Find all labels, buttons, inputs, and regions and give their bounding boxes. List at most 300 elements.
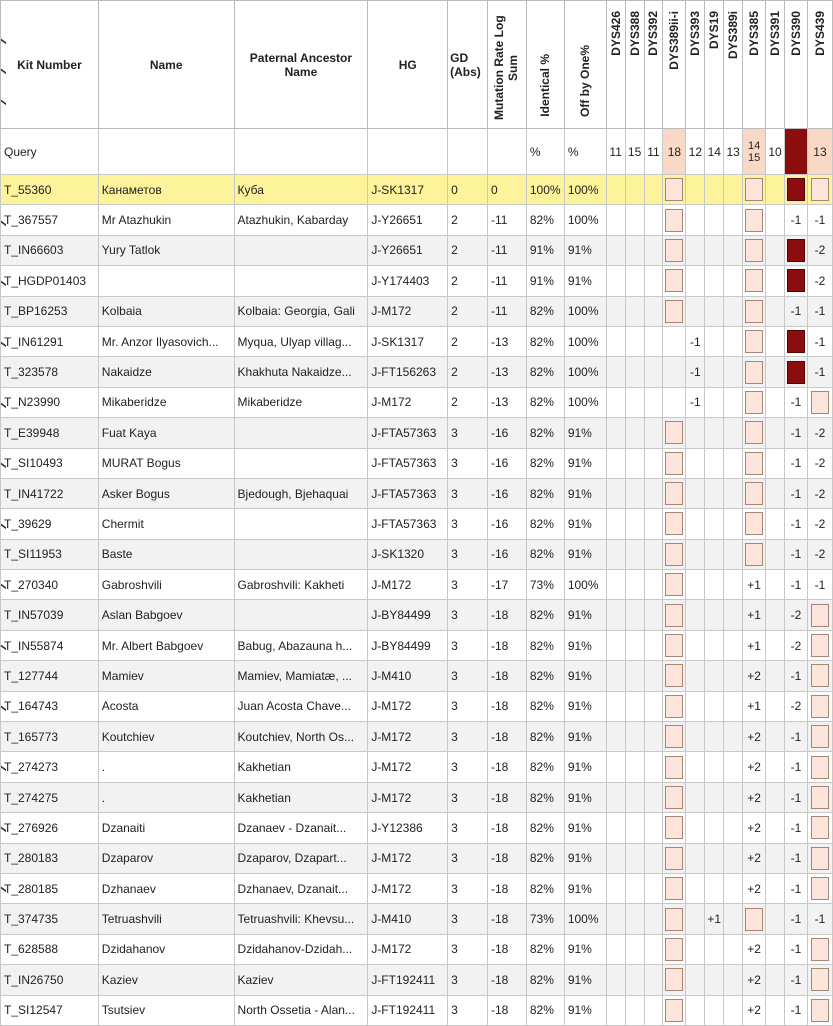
diff-value: -1	[790, 972, 802, 987]
header-kit-number[interactable]: Kit Number	[1, 1, 99, 129]
cell-dys390	[784, 782, 807, 812]
cell-dys390	[784, 478, 807, 508]
cell-dys389ii-i	[663, 448, 686, 478]
table-row[interactable]	[1, 296, 833, 326]
header-dys439[interactable]: DYS439	[807, 1, 832, 129]
cell-kit-number[interactable]: T_280183	[1, 843, 99, 873]
cell-paternal-ancestor	[234, 509, 368, 539]
query-dys392: 11	[644, 129, 663, 175]
table-row[interactable]	[1, 387, 833, 417]
cell-dys389ii-i	[663, 175, 686, 205]
cell-paternal-ancestor: Mikaberidze	[234, 387, 368, 417]
cell-kit-number[interactable]: T_374735	[1, 904, 99, 934]
diff-marker	[811, 968, 829, 991]
cell-dys439	[807, 873, 832, 903]
cell-off-by-one: 91%	[564, 661, 606, 691]
diff-marker	[745, 361, 763, 384]
cell-dys390	[784, 205, 807, 235]
cell-dys392	[644, 570, 663, 600]
cell-dys389ii-i	[663, 570, 686, 600]
diff-value: -1	[814, 213, 826, 228]
cell-kit-number[interactable]: T_164743	[1, 691, 99, 721]
mismatch-marker	[787, 361, 805, 384]
cell-gd: 3	[448, 600, 488, 630]
cell-dys393	[686, 266, 705, 296]
cell-kit-number[interactable]: T_BP16253	[1, 296, 99, 326]
cell-gd: 2	[448, 387, 488, 417]
cell-kit-number[interactable]: T_55360	[1, 175, 99, 205]
cell-gd: 3	[448, 782, 488, 812]
table-row[interactable]	[1, 904, 833, 934]
header-identical[interactable]: Identical %	[526, 1, 564, 129]
cell-hg: J-M172	[368, 691, 448, 721]
cell-dys388	[625, 630, 644, 660]
table-row[interactable]	[1, 448, 833, 478]
diff-value: -2	[790, 699, 802, 714]
cell-paternal-ancestor: Kakhetian	[234, 782, 368, 812]
query-dys426: 11	[606, 129, 625, 175]
cell-dys426	[606, 448, 625, 478]
cell-off-by-one: 91%	[564, 873, 606, 903]
cell-gd: 3	[448, 752, 488, 782]
cell-dys385	[743, 387, 766, 417]
cell-dys19	[705, 934, 724, 964]
table-row[interactable]	[1, 205, 833, 235]
cell-dys19	[705, 691, 724, 721]
cell-dys393	[686, 722, 705, 752]
diff-value: -1	[790, 395, 802, 410]
diff-marker	[665, 664, 683, 687]
diff-marker	[665, 786, 683, 809]
cell-dys19	[705, 965, 724, 995]
cell-dys390	[784, 995, 807, 1025]
diff-value: -1	[790, 456, 802, 471]
cell-off-by-one: 91%	[564, 722, 606, 752]
header-paternal-ancestor[interactable]: Paternal Ancestor Name	[234, 1, 368, 129]
table-row[interactable]	[1, 235, 833, 265]
cell-kit-number[interactable]: T_SI10493	[1, 448, 99, 478]
cell-dys391	[766, 600, 785, 630]
cell-dys439	[807, 326, 832, 356]
cell-dys439	[807, 722, 832, 752]
cell-dys19	[705, 873, 724, 903]
cell-dys19	[705, 843, 724, 873]
header-dys389i[interactable]: DYS389i	[724, 1, 743, 129]
cell-gd: 3	[448, 570, 488, 600]
diff-marker	[665, 877, 683, 900]
diff-marker	[745, 543, 763, 566]
diff-value: -2	[814, 547, 826, 562]
header-dys19[interactable]: DYS19	[705, 1, 724, 129]
cell-dys19	[705, 478, 724, 508]
table-row[interactable]	[1, 813, 833, 843]
diff-marker	[665, 178, 683, 201]
header-mutation-rate[interactable]: Mutation Rate Log Sum	[488, 1, 527, 129]
cell-dys389i	[724, 418, 743, 448]
diff-value: +2	[747, 668, 761, 683]
cell-dys391	[766, 266, 785, 296]
query-dys390	[784, 129, 807, 175]
cell-mutation-rate: -18	[488, 630, 527, 660]
cell-gd: 3	[448, 965, 488, 995]
table-row[interactable]	[1, 782, 833, 812]
header-dys389ii-i[interactable]: DYS389ii-i	[663, 1, 686, 129]
cell-dys389ii-i	[663, 357, 686, 387]
cell-dys392	[644, 418, 663, 448]
cell-paternal-ancestor	[234, 600, 368, 630]
cell-kit-number[interactable]: T_165773	[1, 722, 99, 752]
cell-identical: 82%	[526, 722, 564, 752]
cell-dys393	[686, 205, 705, 235]
cell-dys391	[766, 205, 785, 235]
table-row[interactable]	[1, 539, 833, 569]
cell-paternal-ancestor: Kolbaia: Georgia, Gali	[234, 296, 368, 326]
cell-dys426	[606, 539, 625, 569]
table-row[interactable]	[1, 873, 833, 903]
cell-paternal-ancestor: Dzaparov, Dzapart...	[234, 843, 368, 873]
cell-dys389ii-i	[663, 995, 686, 1025]
cell-dys393	[686, 509, 705, 539]
table-row[interactable]	[1, 175, 833, 205]
cell-off-by-one: 91%	[564, 509, 606, 539]
cell-dys388	[625, 509, 644, 539]
table-row[interactable]	[1, 357, 833, 387]
cell-dys392	[644, 175, 663, 205]
cell-kit-number[interactable]: T_323578	[1, 357, 99, 387]
cell-off-by-one: 91%	[564, 478, 606, 508]
header-dys393[interactable]: DYS393	[686, 1, 705, 129]
cell-off-by-one: 100%	[564, 904, 606, 934]
cell-identical: 82%	[526, 934, 564, 964]
cell-identical: 82%	[526, 600, 564, 630]
diff-marker	[665, 209, 683, 232]
header-off-by-one[interactable]: Off by One%	[564, 1, 606, 129]
diff-value: +2	[747, 760, 761, 775]
cell-paternal-ancestor: Gabroshvili: Kakheti	[234, 570, 368, 600]
cell-mutation-rate: -18	[488, 934, 527, 964]
cell-kit-number[interactable]: T_IN41722	[1, 478, 99, 508]
query-dys389ii-i: 18	[663, 129, 686, 175]
cell-dys389i	[724, 752, 743, 782]
cell-dys388	[625, 357, 644, 387]
cell-dys393	[686, 752, 705, 782]
cell-dys392	[644, 661, 663, 691]
cell-dys385	[743, 326, 766, 356]
cell-dys392	[644, 539, 663, 569]
cell-dys389ii-i	[663, 630, 686, 660]
diff-value: +2	[747, 881, 761, 896]
cell-dys392	[644, 782, 663, 812]
cell-mutation-rate: -18	[488, 782, 527, 812]
cell-kit-number[interactable]: T_274275	[1, 782, 99, 812]
header-dys388[interactable]: DYS388	[625, 1, 644, 129]
cell-kit-number[interactable]: T_N23990	[1, 387, 99, 417]
cell-off-by-one: 91%	[564, 965, 606, 995]
diff-marker	[745, 269, 763, 292]
table-row[interactable]	[1, 478, 833, 508]
cell-off-by-one: 91%	[564, 630, 606, 660]
cell-hg: J-M410	[368, 904, 448, 934]
header-dys385[interactable]: DYS385	[743, 1, 766, 129]
cell-dys388	[625, 266, 644, 296]
diff-marker	[665, 999, 683, 1022]
diff-value: +2	[747, 729, 761, 744]
cell-hg: J-FTA57363	[368, 509, 448, 539]
cell-mutation-rate: -17	[488, 570, 527, 600]
diff-marker	[811, 178, 829, 201]
cell-dys388	[625, 691, 644, 721]
cell-name: Mamiev	[98, 661, 234, 691]
cell-dys19	[705, 600, 724, 630]
header-dys392[interactable]: DYS392	[644, 1, 663, 129]
cell-paternal-ancestor: Dzidahanov-Dzidah...	[234, 934, 368, 964]
cell-paternal-ancestor: Mamiev, Mamiatæ, ...	[234, 661, 368, 691]
diff-marker	[811, 634, 829, 657]
cell-dys390	[784, 509, 807, 539]
cell-dys19	[705, 782, 724, 812]
cell-dys389ii-i	[663, 661, 686, 691]
cell-paternal-ancestor: Bjedough, Bjehaquai	[234, 478, 368, 508]
cell-dys426	[606, 570, 625, 600]
diff-marker	[665, 725, 683, 748]
cell-mutation-rate: 0	[488, 175, 527, 205]
cell-gd: 3	[448, 813, 488, 843]
cell-dys389ii-i	[663, 873, 686, 903]
cell-kit-number[interactable]: T_628588	[1, 934, 99, 964]
cell-dys385	[743, 357, 766, 387]
table-row[interactable]	[1, 965, 833, 995]
header-dys391[interactable]: DYS391	[766, 1, 785, 129]
diff-value: -1	[790, 1003, 802, 1018]
cell-dys388	[625, 205, 644, 235]
cell-hg: J-Y174403	[368, 266, 448, 296]
cell-dys439	[807, 630, 832, 660]
cell-dys426	[606, 387, 625, 417]
cell-dys389ii-i	[663, 266, 686, 296]
cell-dys19	[705, 296, 724, 326]
cell-dys385	[743, 418, 766, 448]
table-row[interactable]	[1, 570, 833, 600]
table-row[interactable]	[1, 266, 833, 296]
cell-kit-number[interactable]: T_127744	[1, 661, 99, 691]
diff-marker	[811, 938, 829, 961]
cell-kit-number[interactable]: T_HGDP01403	[1, 266, 99, 296]
cell-dys389ii-i	[663, 904, 686, 934]
mismatch-marker	[787, 330, 805, 353]
table-row[interactable]	[1, 630, 833, 660]
table-row[interactable]	[1, 418, 833, 448]
cell-dys439	[807, 357, 832, 387]
diff-marker	[745, 512, 763, 535]
cell-dys426	[606, 326, 625, 356]
cell-kit-number[interactable]: T_SI11953	[1, 539, 99, 569]
cell-gd: 3	[448, 722, 488, 752]
cell-dys389i	[724, 387, 743, 417]
cell-gd: 3	[448, 539, 488, 569]
table-row[interactable]	[1, 722, 833, 752]
header-dys390[interactable]: DYS390	[784, 1, 807, 129]
cell-dys19	[705, 509, 724, 539]
header-dys426[interactable]: DYS426	[606, 1, 625, 129]
diff-marker	[745, 421, 763, 444]
cell-dys389ii-i	[663, 539, 686, 569]
diff-value: +1	[747, 608, 761, 623]
cell-dys391	[766, 813, 785, 843]
cell-dys390	[784, 418, 807, 448]
diff-value: -2	[814, 425, 826, 440]
cell-kit-number[interactable]: T_IN26750	[1, 965, 99, 995]
cell-dys392	[644, 691, 663, 721]
cell-mutation-rate: -13	[488, 326, 527, 356]
cell-dys389i	[724, 995, 743, 1025]
cell-mutation-rate: -18	[488, 722, 527, 752]
cell-dys389ii-i	[663, 722, 686, 752]
cell-dys389ii-i	[663, 934, 686, 964]
cell-identical: 82%	[526, 691, 564, 721]
cell-name: Asker Bogus	[98, 478, 234, 508]
cell-dys385	[743, 478, 766, 508]
cell-kit-number[interactable]: T_IN55874	[1, 630, 99, 660]
cell-gd: 3	[448, 904, 488, 934]
header-row	[1, 1, 833, 129]
header-gd[interactable]: GD (Abs)	[448, 1, 488, 129]
query-identical: %	[526, 129, 564, 175]
cell-dys393	[686, 448, 705, 478]
cell-dys385	[743, 235, 766, 265]
header-name[interactable]: Name	[98, 1, 234, 129]
diff-marker	[665, 634, 683, 657]
cell-dys385	[743, 965, 766, 995]
table-row[interactable]	[1, 326, 833, 356]
cell-identical: 82%	[526, 418, 564, 448]
cell-kit-number[interactable]: T_280185	[1, 873, 99, 903]
cell-dys389i	[724, 509, 743, 539]
cell-dys389i	[724, 782, 743, 812]
cell-kit-number[interactable]: T_39629	[1, 509, 99, 539]
table-row[interactable]	[1, 661, 833, 691]
cell-name: Nakaidze	[98, 357, 234, 387]
query-dys389i: 13	[724, 129, 743, 175]
cell-dys426	[606, 235, 625, 265]
cell-kit-number[interactable]: T_270340	[1, 570, 99, 600]
cell-dys393	[686, 478, 705, 508]
cell-off-by-one: 100%	[564, 205, 606, 235]
table-row[interactable]	[1, 600, 833, 630]
cell-dys389i	[724, 205, 743, 235]
cell-dys390	[784, 934, 807, 964]
cell-dys391	[766, 752, 785, 782]
cell-dys390	[784, 752, 807, 782]
cell-mutation-rate: -11	[488, 205, 527, 235]
diff-marker	[745, 239, 763, 262]
cell-kit-number[interactable]: T_IN61291	[1, 326, 99, 356]
cell-kit-number[interactable]: T_274273	[1, 752, 99, 782]
cell-kit-number[interactable]: T_IN57039	[1, 600, 99, 630]
cell-dys19	[705, 357, 724, 387]
cell-dys390	[784, 266, 807, 296]
cell-name: Kaziev	[98, 965, 234, 995]
cell-mutation-rate: -18	[488, 661, 527, 691]
query-dys439: 13	[807, 129, 832, 175]
cell-gd: 3	[448, 873, 488, 903]
header-hg[interactable]: HG	[368, 1, 448, 129]
diff-value: -1	[814, 577, 826, 592]
cell-dys439	[807, 570, 832, 600]
cell-dys19	[705, 752, 724, 782]
cell-dys390	[784, 357, 807, 387]
mismatch-marker	[787, 178, 805, 201]
cell-identical: 82%	[526, 509, 564, 539]
cell-dys393	[686, 965, 705, 995]
cell-identical: 73%	[526, 904, 564, 934]
diff-marker	[811, 816, 829, 839]
cell-dys391	[766, 782, 785, 812]
cell-kit-number[interactable]: T_SI12547	[1, 995, 99, 1025]
cell-dys388	[625, 418, 644, 448]
cell-gd: 3	[448, 478, 488, 508]
cell-hg: J-M172	[368, 387, 448, 417]
cell-kit-number[interactable]: T_367557	[1, 205, 99, 235]
cell-dys426	[606, 965, 625, 995]
cell-name: .	[98, 752, 234, 782]
cell-dys393	[686, 782, 705, 812]
cell-gd: 2	[448, 205, 488, 235]
cell-dys388	[625, 965, 644, 995]
diff-value: +2	[747, 942, 761, 957]
cell-hg: J-M172	[368, 752, 448, 782]
cell-dys385	[743, 873, 766, 903]
cell-identical: 82%	[526, 205, 564, 235]
cell-dys391	[766, 843, 785, 873]
cell-kit-number[interactable]: T_IN66603	[1, 235, 99, 265]
cell-dys393	[686, 843, 705, 873]
cell-kit-number[interactable]: T_E39948	[1, 418, 99, 448]
cell-dys19	[705, 326, 724, 356]
cell-dys385	[743, 995, 766, 1025]
table-row[interactable]	[1, 509, 833, 539]
cell-hg: J-M172	[368, 873, 448, 903]
cell-name	[98, 266, 234, 296]
cell-dys390	[784, 843, 807, 873]
cell-off-by-one: 91%	[564, 995, 606, 1025]
cell-paternal-ancestor: Juan Acosta Chave...	[234, 691, 368, 721]
cell-dys439	[807, 235, 832, 265]
cell-dys385	[743, 205, 766, 235]
cell-mutation-rate: -16	[488, 418, 527, 448]
diff-marker	[811, 786, 829, 809]
cell-dys388	[625, 600, 644, 630]
cell-identical: 91%	[526, 266, 564, 296]
cell-hg: J-M172	[368, 782, 448, 812]
cell-dys426	[606, 205, 625, 235]
table-row[interactable]	[1, 691, 833, 721]
cell-hg: J-M172	[368, 296, 448, 326]
cell-dys391	[766, 418, 785, 448]
cell-name: Канаметов	[98, 175, 234, 205]
cell-dys392	[644, 357, 663, 387]
cell-paternal-ancestor: Khakhuta Nakaidze...	[234, 357, 368, 387]
table-row[interactable]	[1, 843, 833, 873]
table-row[interactable]	[1, 752, 833, 782]
table-row[interactable]	[1, 995, 833, 1025]
cell-kit-number[interactable]: T_276926	[1, 813, 99, 843]
cell-dys388	[625, 539, 644, 569]
cell-dys393	[686, 357, 705, 387]
cell-name: Aslan Babgoev	[98, 600, 234, 630]
query-dys391: 10	[766, 129, 785, 175]
table-row[interactable]	[1, 934, 833, 964]
cell-paternal-ancestor: Dzhanaev, Dzanait...	[234, 873, 368, 903]
